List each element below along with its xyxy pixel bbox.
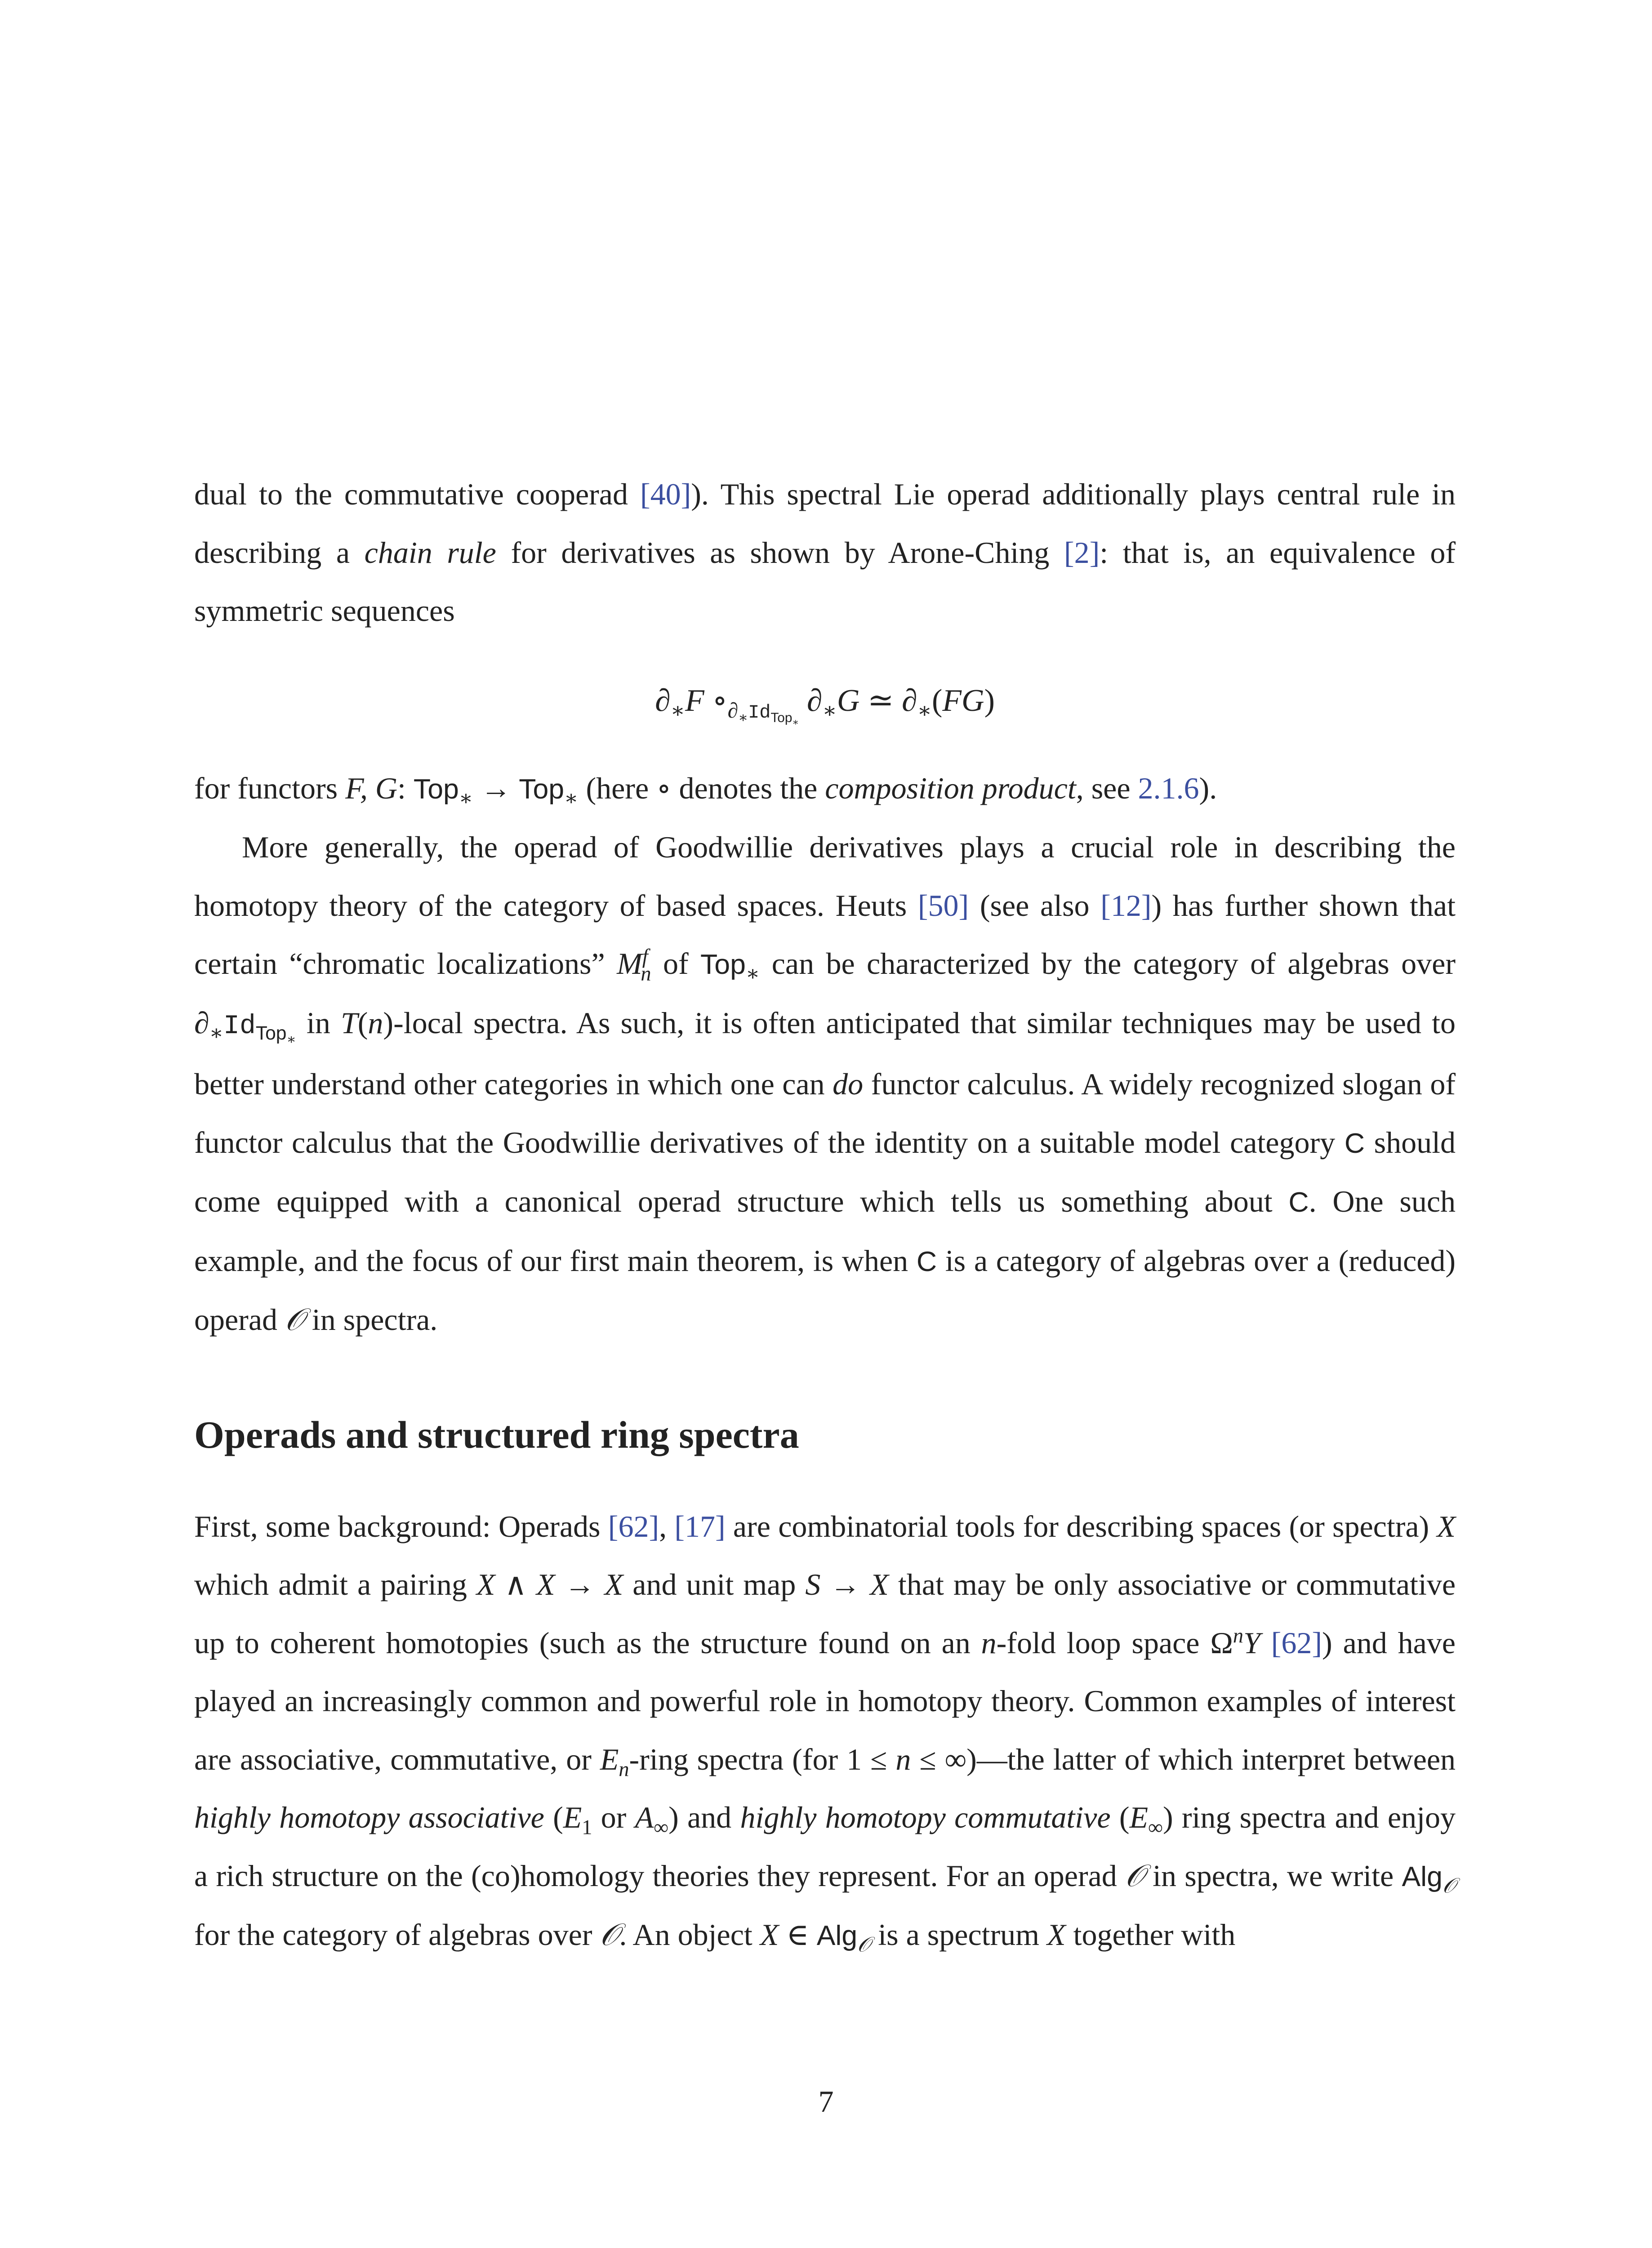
text: , see — [1076, 771, 1138, 805]
math: X — [1437, 1509, 1456, 1543]
math: $\partial_∗Id_{Top_∗}$ — [194, 1005, 296, 1048]
math: X ∧ X → X — [476, 1567, 623, 1601]
text: in spectra. — [304, 1302, 438, 1337]
text: that may be only associative or commutative up to coherent homotopies (such as the structure found on an — [194, 1567, 1456, 1660]
text: . An object — [619, 1918, 760, 1952]
text: or — [592, 1800, 635, 1834]
page-number: 7 — [818, 2084, 834, 2119]
math: 𝒪 — [285, 1302, 304, 1337]
math: $E_n$ — [600, 1742, 629, 1781]
math: T(n) — [340, 1005, 394, 1040]
text: for the category of algebras over — [194, 1918, 600, 1952]
math: Alg$_𝒪$ — [1402, 1860, 1456, 1898]
math: X ∈ Alg$_𝒪$ — [760, 1918, 871, 1957]
math: 𝒪 — [600, 1918, 619, 1952]
text: -fold loop space — [996, 1625, 1211, 1660]
math: n — [981, 1625, 997, 1660]
text: ). — [1199, 771, 1217, 805]
emphasis: composition product — [825, 771, 1076, 805]
text: in — [296, 1005, 341, 1040]
section-heading: Operads and structured ring spectra — [194, 1413, 799, 1456]
text: should come equipped with a canonical operad structure which tells us something about — [194, 1125, 1456, 1218]
text: )—the latter of which interpret between — [966, 1742, 1456, 1776]
paragraph-4 — [194, 1498, 1456, 1965]
text: ) has further shown that certain “chromatic localizations” — [194, 888, 1456, 981]
math: $E_1$ — [563, 1800, 592, 1839]
citation-link[interactable]: [62] — [608, 1509, 659, 1543]
text: which admit a pairing — [194, 1567, 476, 1601]
math: $A_\infty$ — [635, 1800, 669, 1839]
text: for functors — [194, 771, 346, 805]
display-equation — [194, 660, 1456, 741]
text: and unit map — [623, 1567, 806, 1601]
text: (here ∘ denotes the — [578, 771, 825, 805]
math: $M^f_n$ — [617, 945, 651, 986]
text: . One such example, and the focus of our first main theorem, is when — [194, 1184, 1456, 1278]
text: can be characterized by the category of algebras over — [760, 946, 1456, 981]
citation-link[interactable]: [2] — [1064, 535, 1100, 570]
math: X — [1047, 1918, 1066, 1952]
emphasis: highly homotopy commutative — [740, 1800, 1111, 1834]
paragraph-3 — [194, 818, 1456, 1349]
page-body — [194, 465, 1456, 1965]
text: ( — [544, 1800, 563, 1834]
paragraph-1 — [194, 465, 1456, 640]
math: C — [1288, 1186, 1309, 1218]
citation-link[interactable]: [50] — [917, 888, 969, 923]
math: 1 ≤ n ≤ ∞ — [846, 1742, 967, 1776]
text: : that is, an equivalence of symmetric sequences — [194, 535, 1456, 628]
math: $\partial_∗F$ $\circ_{\partial_∗Id_{Top_∗}}$ $\partial_∗G$ ≃ $\partial_∗(FG)$ — [655, 683, 995, 728]
text: First, some background: Operads — [194, 1509, 608, 1543]
text: functor calculus. A widely recognized slogan of functor calculus that the Goodwillie derivatives of the identity on a suitable model category — [194, 1067, 1456, 1160]
text: in spectra, we write — [1144, 1858, 1402, 1893]
text: is a category of algebras over a (reduced) operad — [194, 1243, 1456, 1337]
text: is a spectrum — [870, 1918, 1047, 1952]
text: -local spectra. As such, it is often anticipated that similar techniques may be used to better understand other categories in which one can — [194, 1005, 1456, 1101]
text: are combinatorial tools for describing spaces (or spectra) — [725, 1509, 1437, 1543]
emphasis: do — [833, 1067, 864, 1101]
math: $\Omega^nY$ — [1210, 1624, 1260, 1660]
emphasis: chain rule — [364, 535, 496, 570]
text: of — [651, 946, 701, 981]
text: ) and have played an increasingly common and powerful role in homotopy theory. Common examples of interest are associative, commutative, or — [194, 1625, 1456, 1776]
citation-link[interactable]: [17] — [674, 1509, 726, 1543]
text: ( — [1110, 1800, 1130, 1834]
math: Top$_∗$ — [700, 949, 760, 986]
math: $E_\infty$ — [1129, 1800, 1163, 1839]
math: S → X — [805, 1567, 889, 1601]
text: ). This spectral Lie operad additionally plays central rule in describing a — [194, 477, 1456, 570]
emphasis: highly homotopy associative — [194, 1800, 544, 1834]
math: C — [1344, 1127, 1365, 1159]
text: -ring spectra (for — [629, 1742, 847, 1776]
text: More generally, the operad of Goodwillie derivatives plays a crucial role in describing the homotopy theory of the category of based spaces. Heuts — [194, 830, 1456, 923]
citation-link[interactable]: [62] — [1271, 1625, 1322, 1660]
reference-link[interactable]: 2.1.6 — [1138, 771, 1199, 805]
math: 𝒪 — [1125, 1858, 1144, 1893]
math: C — [916, 1245, 937, 1277]
citation-link[interactable]: [12] — [1100, 888, 1152, 923]
text: ) ring spectra and enjoy a rich structure on the (co)homology theories they represent. For an operad — [194, 1800, 1456, 1893]
text: together with — [1065, 1918, 1236, 1952]
math: F, G: Top$_∗$ → Top$_∗$ — [345, 771, 579, 810]
citation-link[interactable]: [40] — [640, 477, 691, 511]
text: (see also — [969, 888, 1101, 923]
text: dual to the commutative cooperad — [194, 477, 640, 511]
text: , — [659, 1509, 675, 1543]
text: ) and — [668, 1800, 740, 1834]
paragraph-2 — [194, 759, 1456, 819]
text: for derivatives as shown by Arone-Ching — [496, 535, 1064, 570]
